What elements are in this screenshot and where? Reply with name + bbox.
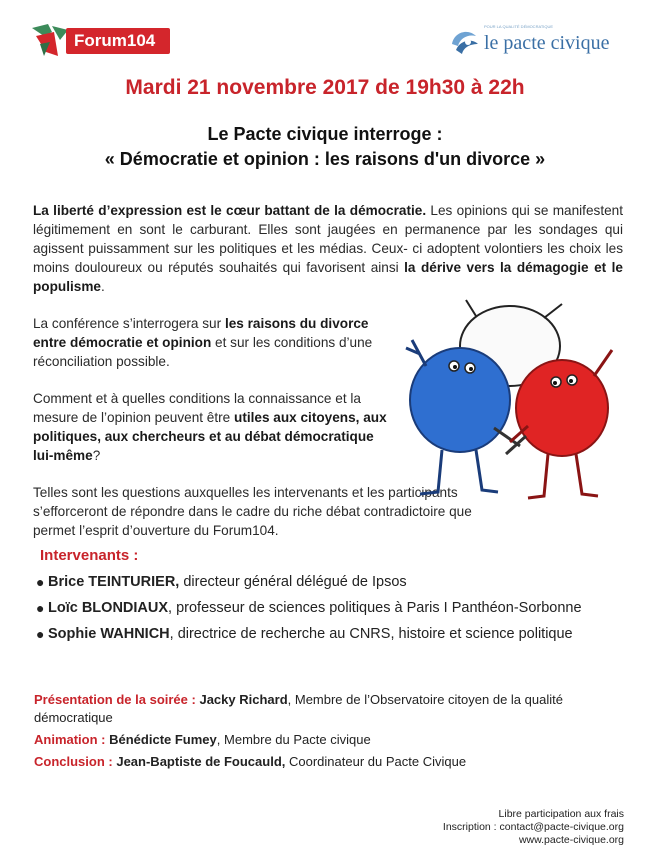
- three-figures-illustration: [398, 296, 620, 508]
- speaker-desc: directeur général délégué de Ipsos: [179, 574, 407, 590]
- speaker-name: Sophie WAHNICH: [48, 626, 170, 642]
- pacte-civique-logo: [448, 22, 628, 58]
- speaker-name: Loïc BLONDIAUX: [48, 600, 169, 616]
- speaker-desc: , professeur de sciences politiques à Paris I Panthéon-Sorbonne: [168, 600, 582, 616]
- speaker-name: Brice TEINTURIER,: [48, 574, 180, 590]
- bullet-icon: ●: [36, 600, 45, 616]
- role-animation: Animation : Bénédicte Fumey, Membre du Pacte civique: [34, 732, 371, 747]
- event-date-title: Mardi 21 novembre 2017 de 19h30 à 22h: [125, 76, 525, 99]
- event-subtitle-1: Le Pacte civique interroge :: [207, 124, 443, 144]
- intro-paragraph: La liberté d’expression est le cœur battant de la démocratie. Les opinions qui se manifestent légitimement en sont le carburant. Elles sont jaugées en permanence par les sondages qui agissent puissamment sur les politiques et les médias. Ceux- ci adoptent volontiers les choix les moins douloureux ou réputés souhaités qui favorisent ainsi la dérive vers la démagogie et le populisme.: [33, 203, 623, 294]
- footer-website-link[interactable]: www.pacte-civique.org: [518, 834, 624, 846]
- footer-participation: Libre participation aux frais: [498, 808, 624, 820]
- pacte-civique-tagline: POUR LA QUALITÉ DÉMOCRATIQUE: [484, 24, 554, 29]
- event-subtitle-2: « Démocratie et opinion : les raisons d'un divorce »: [104, 149, 546, 169]
- forum104-logo: [30, 22, 170, 58]
- pacte-civique-name: le pacte civique: [484, 32, 610, 54]
- role-presentation: Présentation de la soirée : Jacky Richard, Membre de l’Observatoire citoyen de la qualité démocratique: [34, 692, 563, 725]
- closing-paragraph: Telles sont les questions auxquelles les intervenants et les participants s’efforceront de répondre dans le cadre du riche débat contradictoire que permet l’esprit d’ouverture du Forum104.: [33, 485, 472, 538]
- bullet-icon: ●: [36, 574, 45, 590]
- intervenants-label: Intervenants :: [40, 547, 139, 564]
- question-paragraph: Comment et à quelles conditions la connaissance et la mesure de l’opinion peuvent être utiles aux citoyens, aux politiques, aux chercheurs et au débat démocratique lui-même?: [33, 391, 387, 463]
- role-conclusion: Conclusion : Jean-Baptiste de Foucauld, Coordinateur du Pacte Civique: [34, 754, 467, 769]
- bullet-icon: ●: [36, 626, 45, 642]
- forum104-badge: Forum104: [66, 28, 170, 54]
- footer-inscription[interactable]: Inscription : contact@pacte-civique.org: [442, 821, 624, 833]
- conference-paragraph: La conférence s’interrogera sur les raisons du divorce entre démocratie et opinion et sur les conditions d’une réconciliation possible.: [33, 316, 373, 369]
- pacte-civique-mark-icon: [448, 26, 482, 56]
- speaker-desc: , directrice de recherche au CNRS, histoire et science politique: [169, 626, 573, 642]
